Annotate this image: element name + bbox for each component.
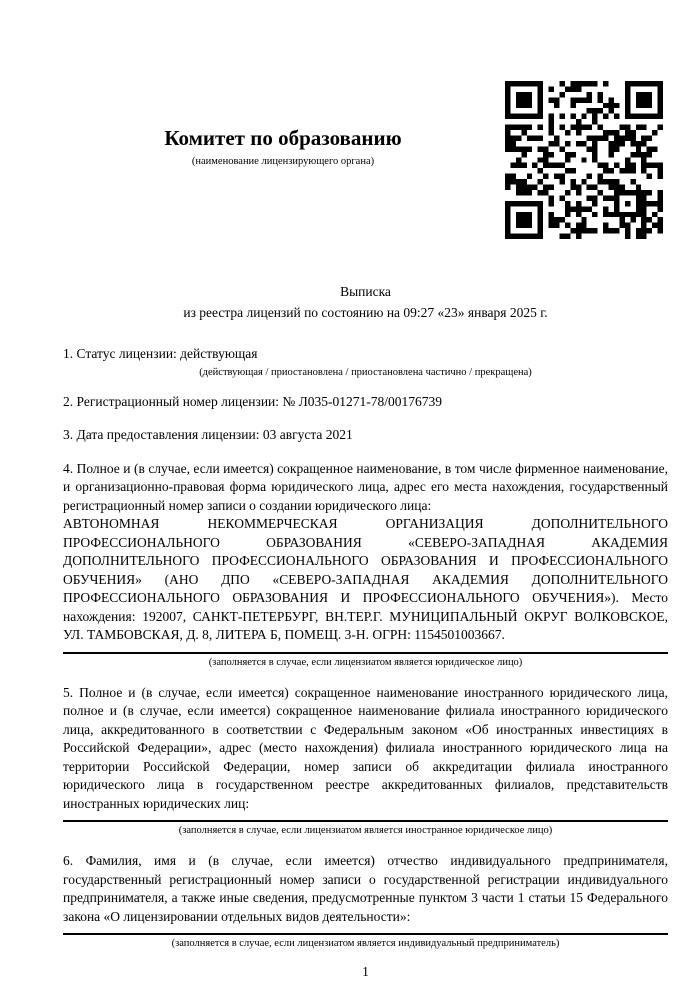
license-reg-number: 2. Регистрационный номер лицензии: № Л035-01271-78/00176739 — [63, 393, 443, 409]
entrepreneur-text: 6. Фамилия, имя и (в случае, если имеется) отчество индивидуального предпринимателя, государственный регистрационный номер записи о государственной регистрации индивидуального предпринимателя, а также иные сведения, предусмотренные пунктом 3 части 1 статьи 15 Федерального закона «О лицензировании отдельных видов деятельности»: — [63, 853, 668, 924]
divider-legal-entity — [63, 652, 668, 654]
legal-entity-value: АВТОНОМНАЯ НЕКОММЕРЧЕСКАЯ ОРГАНИЗАЦИЯ ДОПОЛНИТЕЛЬНОГО ПРОФЕССИОНАЛЬНОГО ОБРАЗОВАНИЯ «СЕВЕРО-ЗАПАДНАЯ АКАДЕМИЯ ДОПОЛНИТЕЛЬНОГО ПРОФЕССИОНАЛЬНОГО ОБРАЗОВАНИЯ И ПРОФЕССИОНАЛЬНОГО ОБУЧЕНИЯ» (АНО ДПО «СЕВЕРО-ЗАПАДНАЯ АКАДЕМИЯ ДОПОЛНИТЕЛЬНОГО ПРОФЕССИОНАЛЬНОГО ОБРАЗОВАНИЯ И ПРОФЕССИОНАЛЬНОГО ОБУЧЕНИЯ»). Место нахождения: 192007, САНКТ-ПЕТЕРБУРГ, ВН.ТЕР.Г. МУНИЦИПАЛЬНЫЙ ОКРУГ ВОЛКОВСКОЕ, УЛ. ТАМБОВСКАЯ, Д. 8, ЛИТЕРА Б, ПОМЕЩ. 3-Н. ОГРН: 1154501003667. — [63, 516, 668, 642]
foreign-entity-caption: (заполняется в случае, если лицензиатом является иностранное юридическое лицо) — [178, 825, 553, 836]
entrepreneur-caption: (заполняется в случае, если лицензиатом является индивидуальный предприниматель) — [171, 938, 560, 949]
license-status: 1. Статус лицензии: действующая — [63, 346, 258, 361]
legal-entity-intro: 4. Полное и (в случае, если имеется) сокращенное наименование, в том числе фирменное наименование, и организационно-правовая форма юридического лица, адрес его места нахождения, государственный регистрационный номер записи о создании юридического лица: — [63, 460, 668, 513]
document-header — [63, 0, 668, 281]
licensing-authority-caption: (наименование лицензирующего органа) — [191, 156, 375, 167]
divider-foreign-entity — [63, 820, 668, 822]
license-grant-date: 3. Дата предоставления лицензии: 03 августа 2021 — [63, 427, 353, 442]
licensing-authority-block — [63, 126, 503, 168]
document-title — [63, 281, 668, 323]
license-status-hint: (действующая / приостановлена / приостановлена частично / прекращена) — [199, 366, 532, 378]
foreign-entity-text: 5. Полное и (в случае, если имеется) сокращенное наименование иностранного юридического лица, полное и (в случае, если имеется) сокращенное наименование филиала иностранного юридического лица, аккредитованного в соответствии с Федеральным законом «Об иностранных инвестициях в Российской Федерации», адрес (место нахождения) филиала иностранного юридического лица на территории Российской Федерации, номер записи об аккредитации филиала иностранного юридического лица в государственном реестре аккредитованных филиалов, представительств иностранных юридических лиц: — [63, 684, 668, 811]
document-title-line1: Выписка — [340, 284, 391, 299]
legal-entity-caption: (заполняется в случае, если лицензиатом является юридическое лицо) — [208, 656, 523, 668]
divider-entrepreneur — [63, 933, 668, 935]
qr-code-icon — [505, 81, 663, 239]
document-title-line2: из реестра лицензий по состоянию на 09:27 «23» января 2025 г. — [183, 305, 548, 320]
licensing-authority-name: Комитет по образованию — [164, 126, 402, 150]
page-number: 1 — [362, 964, 369, 979]
